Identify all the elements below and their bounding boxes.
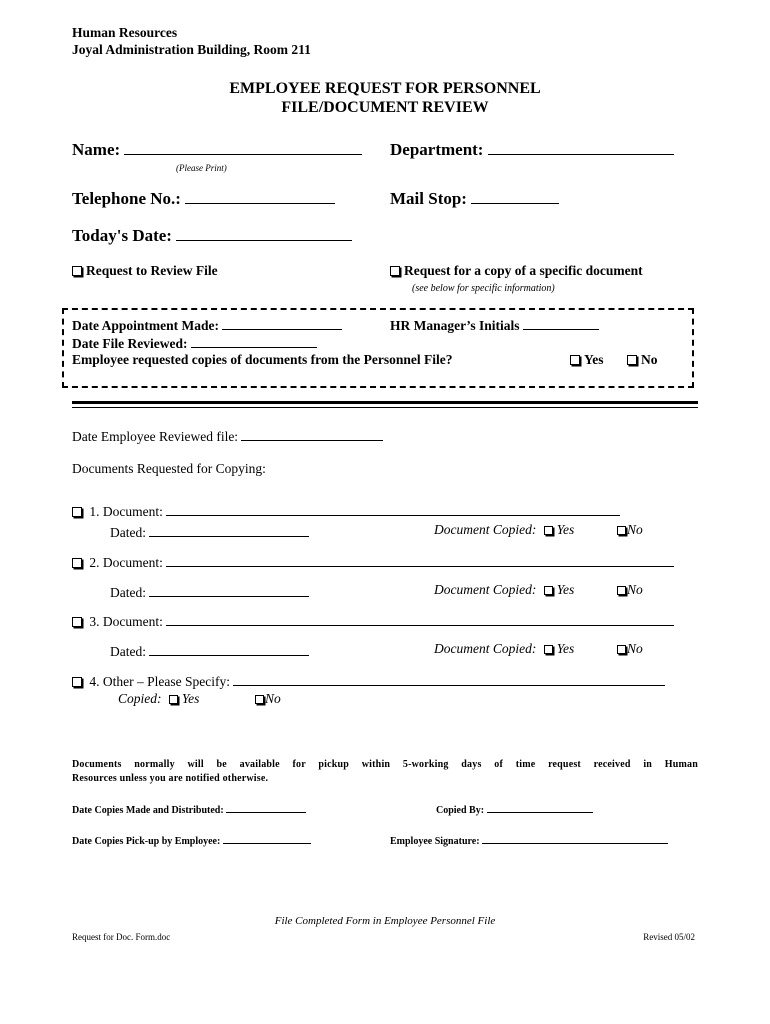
document-3-no-option[interactable] (617, 641, 643, 657)
hr-initials-line[interactable] (523, 315, 599, 330)
pickup-notice-line1: Documents normally will be available for pickup within 5-working days of time request received in Human (72, 759, 698, 770)
checkbox-icon[interactable] (570, 355, 580, 365)
document-3-field[interactable] (72, 611, 674, 630)
name-field[interactable] (72, 140, 362, 160)
form-title-line1: EMPLOYEE REQUEST FOR PERSONNEL (229, 80, 541, 97)
telephone-field[interactable] (72, 189, 335, 209)
copies-no-label: No (641, 352, 658, 367)
today-date-line[interactable] (176, 226, 352, 241)
document-1-dated-field[interactable] (110, 522, 309, 541)
employee-signature-field[interactable] (390, 833, 668, 847)
document-2-no-option[interactable] (617, 582, 643, 598)
checkbox-icon[interactable] (627, 355, 637, 365)
document-3-line[interactable] (166, 611, 674, 626)
pickup-date-label: Date Copies Pick-up by Employee: (72, 836, 221, 847)
checkbox-icon[interactable] (544, 586, 553, 595)
checkbox-icon[interactable] (617, 586, 626, 595)
request-copy-option[interactable] (390, 263, 643, 279)
document-2-label: 2. Document: (89, 555, 163, 570)
checkbox-icon[interactable] (617, 645, 626, 654)
document-3-dated-field[interactable] (110, 641, 309, 660)
document-3-copied-label: Document Copied: (434, 641, 537, 656)
document-2-copied (434, 582, 574, 598)
employee-reviewed-line[interactable] (241, 426, 383, 441)
document-2-yes-option[interactable] (544, 582, 575, 597)
header-address: Joyal Administration Building, Room 211 (72, 42, 311, 57)
telephone-label: Telephone No.: (72, 189, 181, 208)
employee-signature-label: Employee Signature: (390, 836, 480, 847)
document-2-yes-label: Yes (556, 582, 575, 597)
header-department: Human Resources (72, 25, 178, 40)
telephone-line[interactable] (185, 189, 335, 204)
name-hint: (Please Print) (176, 163, 227, 173)
divider-thin (72, 407, 698, 408)
document-3-yes-label: Yes (556, 641, 575, 656)
divider-thick (72, 401, 698, 404)
document-1-copied (434, 522, 574, 538)
copies-made-label: Date Copies Made and Distributed: (72, 805, 224, 816)
documents-requested-label: Documents Requested for Copying: (72, 461, 266, 476)
form-title-line2: FILE/DOCUMENT REVIEW (281, 99, 489, 116)
document-1-yes-label: Yes (556, 522, 575, 537)
other-yes-label: Yes (181, 691, 200, 706)
checkbox-icon[interactable] (544, 645, 553, 654)
hr-initials-field[interactable] (390, 315, 599, 334)
department-label: Department: (390, 140, 484, 159)
document-2-dated-label: Dated: (110, 585, 146, 600)
request-copy-label: Request for a copy of a specific document (404, 263, 643, 278)
other-document-field[interactable] (72, 671, 665, 690)
name-line[interactable] (124, 140, 362, 155)
copies-made-field[interactable] (72, 802, 306, 816)
checkbox-icon[interactable] (72, 266, 82, 276)
document-2-field[interactable] (72, 552, 674, 571)
pickup-notice-line2: Resources unless you are notified otherwise. (72, 773, 269, 784)
mailstop-line[interactable] (471, 189, 559, 204)
copies-made-line[interactable] (226, 802, 306, 813)
copies-question: Employee requested copies of documents from the Personnel File? (72, 352, 453, 367)
footer-revision: Revised 05/02 (643, 932, 695, 942)
document-3-label: 3. Document: (89, 614, 163, 629)
mailstop-label: Mail Stop: (390, 189, 467, 208)
document-1-field[interactable] (72, 501, 620, 520)
document-2-copied-label: Document Copied: (434, 582, 537, 597)
employee-reviewed-field[interactable] (72, 426, 383, 445)
other-yes-option[interactable] (169, 691, 200, 706)
document-1-dated-label: Dated: (110, 525, 146, 540)
other-document-line[interactable] (233, 671, 665, 686)
other-no-label: No (265, 691, 281, 706)
document-3-dated-line[interactable] (149, 641, 309, 656)
other-copied-label: Copied: (118, 691, 162, 706)
checkbox-icon[interactable] (169, 695, 178, 704)
appointment-date-line[interactable] (222, 315, 342, 330)
other-no-option[interactable] (255, 691, 281, 707)
pickup-date-line[interactable] (223, 833, 311, 844)
footer-instruction: File Completed Form in Employee Personnel File (274, 915, 496, 927)
file-reviewed-line[interactable] (191, 333, 317, 348)
checkbox-icon[interactable] (255, 695, 264, 704)
copied-by-field[interactable] (436, 802, 593, 816)
document-1-dated-line[interactable] (149, 522, 309, 537)
copied-by-line[interactable] (487, 802, 593, 813)
other-document-label: 4. Other – Please Specify: (89, 674, 230, 689)
document-3-copied (434, 641, 574, 657)
file-reviewed-field[interactable] (72, 333, 317, 352)
mailstop-field[interactable] (390, 189, 559, 209)
request-copy-hint: (see below for specific information) (412, 283, 555, 294)
request-review-label: Request to Review File (86, 263, 218, 278)
other-copied (118, 691, 199, 707)
copies-yes-label: Yes (584, 352, 604, 367)
employee-signature-line[interactable] (482, 833, 668, 844)
document-3-dated-label: Dated: (110, 644, 146, 659)
copied-by-label: Copied By: (436, 805, 485, 816)
name-label: Name: (72, 140, 121, 159)
checkbox-icon[interactable] (617, 526, 626, 535)
document-3-no-label: No (627, 641, 643, 656)
document-2-dated-line[interactable] (149, 582, 309, 597)
document-1-copied-label: Document Copied: (434, 522, 537, 537)
copies-yes-option[interactable] (570, 352, 604, 368)
document-2-no-label: No (627, 582, 643, 597)
document-1-line[interactable] (166, 501, 620, 516)
employee-reviewed-label: Date Employee Reviewed file: (72, 429, 239, 444)
checkbox-icon[interactable] (72, 507, 82, 517)
appointment-date-label: Date Appointment Made: (72, 318, 219, 333)
copies-no-option[interactable] (627, 352, 658, 368)
today-date-field[interactable] (72, 226, 352, 246)
document-1-no-label: No (627, 522, 643, 537)
checkbox-icon[interactable] (72, 558, 82, 568)
checkbox-icon[interactable] (544, 526, 553, 535)
document-1-yes-option[interactable] (544, 522, 575, 537)
today-date-label: Today's Date: (72, 226, 172, 245)
appointment-date-field[interactable] (72, 315, 342, 334)
document-3-yes-option[interactable] (544, 641, 575, 656)
checkbox-icon[interactable] (72, 617, 82, 627)
document-2-dated-field[interactable] (110, 582, 309, 601)
file-reviewed-label: Date File Reviewed: (72, 336, 188, 351)
pickup-date-field[interactable] (72, 833, 311, 847)
document-1-label: 1. Document: (89, 504, 163, 519)
checkbox-icon[interactable] (390, 266, 400, 276)
footer-filename: Request for Doc. Form.doc (72, 932, 171, 942)
department-field[interactable] (390, 140, 674, 160)
checkbox-icon[interactable] (72, 677, 82, 687)
department-line[interactable] (488, 140, 674, 155)
document-1-no-option[interactable] (617, 522, 643, 538)
hr-initials-label: HR Manager’s Initials (390, 318, 520, 333)
request-review-option[interactable] (72, 263, 218, 279)
document-2-line[interactable] (166, 552, 674, 567)
